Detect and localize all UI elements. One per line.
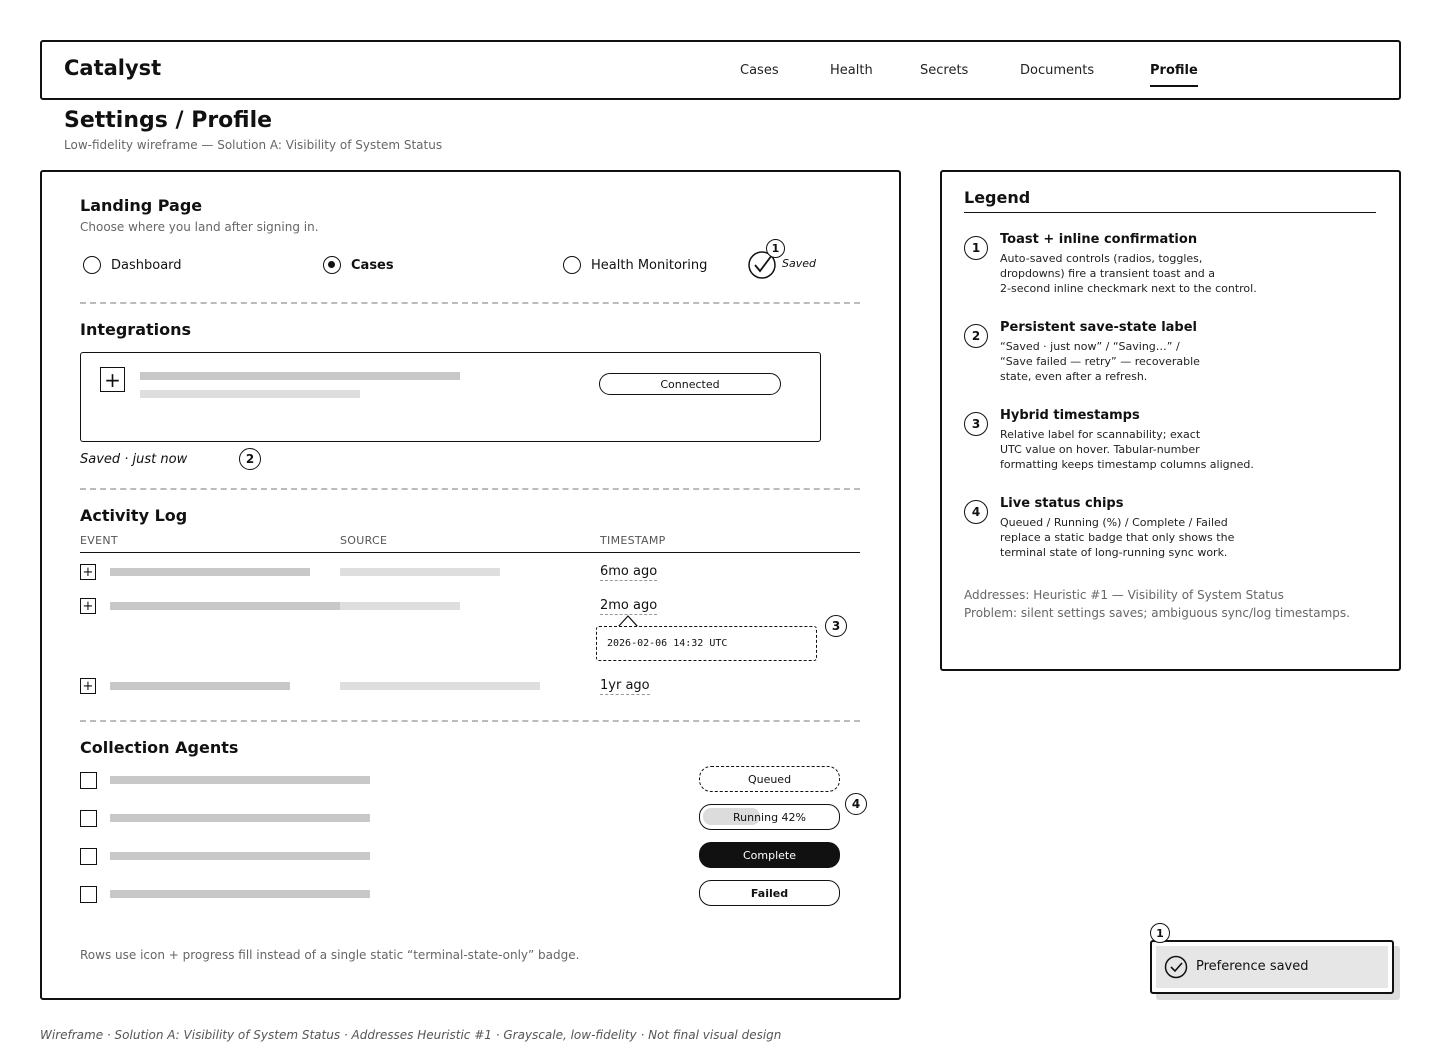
activity-log-title: Activity Log	[80, 506, 188, 525]
app-logo[interactable]: Catalyst	[64, 56, 162, 80]
placeholder-text-bar	[140, 372, 460, 380]
legend-item-title: Hybrid timestamps	[1000, 408, 1140, 423]
placeholder-agent-bar	[110, 890, 370, 898]
relative-timestamp[interactable]: 2mo ago	[600, 598, 658, 613]
legend-item-description: Auto-saved controls (radios, toggles, dropdowns) fire a transient toast and a 2-second inline checkmark next to the control.	[1000, 252, 1257, 295]
landing-page-title: Landing Page	[80, 196, 203, 215]
radio-label: Health Monitoring	[591, 257, 708, 273]
footer-note: Wireframe · Solution A: Visibility of System Status · Addresses Heuristic #1 · Grayscale, low-fidelity · Not final visual design	[40, 1028, 782, 1042]
legend-item-title: Persistent save-state label	[1000, 320, 1197, 335]
column-header-source[interactable]: SOURCE	[340, 534, 388, 547]
radio-health-monitoring[interactable]	[563, 255, 707, 275]
legend-item-title: Live status chips	[1000, 496, 1124, 511]
nav-link-health[interactable]: Health	[830, 63, 873, 78]
legend-number-badge: 4	[964, 500, 988, 524]
landing-page-description: Choose where you land after signing in.	[80, 220, 319, 234]
expand-row-icon[interactable]: +	[80, 678, 96, 694]
agent-checkbox[interactable]	[80, 848, 97, 865]
placeholder-event-bar	[110, 568, 310, 576]
placeholder-source-bar	[340, 602, 460, 610]
placeholder-event-bar	[110, 682, 290, 690]
legend-item-title: Toast + inline confirmation	[1000, 232, 1198, 247]
radio-circle-icon	[83, 256, 101, 274]
nav-link-secrets[interactable]: Secrets	[920, 63, 969, 78]
annotation-badge-toast: 1	[1150, 923, 1170, 943]
legend-number-badge: 1	[964, 236, 988, 260]
radio-dashboard[interactable]	[83, 255, 182, 275]
placeholder-agent-bar	[110, 852, 370, 860]
expand-row-icon[interactable]: +	[80, 564, 96, 580]
legend-item-description: Relative label for scannability; exact UTC value on hover. Tabular-number formatting keeps timestamp columns aligned.	[1000, 428, 1254, 471]
settings-panel	[40, 170, 901, 1000]
page-title: Settings / Profile	[64, 108, 273, 133]
annotation-badge-3: 3	[825, 615, 847, 637]
toast-message: Preference saved	[1196, 959, 1309, 974]
annotation-badge-1: 1	[766, 239, 785, 258]
placeholder-source-bar	[340, 568, 500, 576]
column-header-event[interactable]: EVENT	[80, 534, 118, 547]
radio-label: Cases	[351, 257, 394, 273]
annotation-badge-4: 4	[845, 793, 867, 815]
status-chip-complete: Complete	[699, 842, 840, 868]
relative-timestamp[interactable]: 1yr ago	[600, 678, 650, 693]
collection-agents-title: Collection Agents	[80, 738, 239, 757]
relative-timestamp[interactable]: 6mo ago	[600, 564, 658, 579]
legend-number-badge: 3	[964, 412, 988, 436]
exact-timestamp-tooltip: 2026-02-06 14:32 UTC	[596, 626, 817, 661]
expand-row-icon[interactable]: +	[80, 598, 96, 614]
placeholder-event-bar	[110, 602, 340, 610]
legend-addresses: Addresses: Heuristic #1 — Visibility of System Status	[964, 588, 1284, 602]
placeholder-text-bar	[140, 390, 360, 398]
legend-item-description: Queued / Running (%) / Complete / Failed replace a static badge that only shows the terminal state of long-running sync work.	[1000, 516, 1235, 559]
nav-link-documents[interactable]: Documents	[1020, 63, 1095, 78]
placeholder-agent-bar	[110, 814, 370, 822]
legend-item-description: “Saved · just now” / “Saving…” / “Save failed — retry” — recoverable state, even after a refresh.	[1000, 340, 1200, 383]
agent-checkbox[interactable]	[80, 772, 97, 789]
status-chip-running	[699, 804, 840, 830]
page-subtitle: Low-fidelity wireframe — Solution A: Visibility of System Status	[64, 138, 443, 152]
agent-checkbox[interactable]	[80, 810, 97, 827]
column-header-timestamp[interactable]: TIMESTAMP	[600, 534, 666, 547]
agent-checkbox[interactable]	[80, 886, 97, 903]
radio-circle-icon	[563, 256, 581, 274]
status-chip-label: Running 42%	[732, 810, 807, 824]
toast-check-icon	[1164, 955, 1188, 979]
expand-plus-icon[interactable]: +	[100, 367, 125, 392]
status-chip-queued: Queued	[699, 766, 840, 792]
legend-number-badge: 2	[964, 324, 988, 348]
radio-selected-icon	[323, 256, 341, 274]
annotation-badge-2: 2	[239, 448, 261, 470]
radio-cases[interactable]	[323, 255, 394, 275]
status-chip-failed: Failed	[699, 880, 840, 906]
integrations-title: Integrations	[80, 320, 192, 339]
placeholder-source-bar	[340, 682, 540, 690]
legend-rule	[964, 212, 1376, 213]
section-divider	[80, 302, 860, 304]
legend-title: Legend	[964, 188, 1031, 207]
radio-label: Dashboard	[111, 257, 182, 273]
section-divider	[80, 488, 860, 490]
nav-link-profile[interactable]: Profile	[1150, 63, 1198, 87]
nav-link-cases[interactable]: Cases	[740, 63, 779, 78]
placeholder-agent-bar	[110, 776, 370, 784]
legend-problem: Problem: silent settings saves; ambiguous sync/log timestamps.	[964, 606, 1350, 620]
connected-status-pill: Connected	[599, 373, 781, 395]
save-state-label: Saved · just now	[80, 452, 188, 467]
section-divider	[80, 720, 860, 722]
table-header-rule	[80, 552, 860, 553]
inline-saved-label: Saved	[782, 257, 816, 270]
agents-note: Rows use icon + progress fill instead of a single static “terminal-state-only” badge.	[80, 948, 580, 962]
